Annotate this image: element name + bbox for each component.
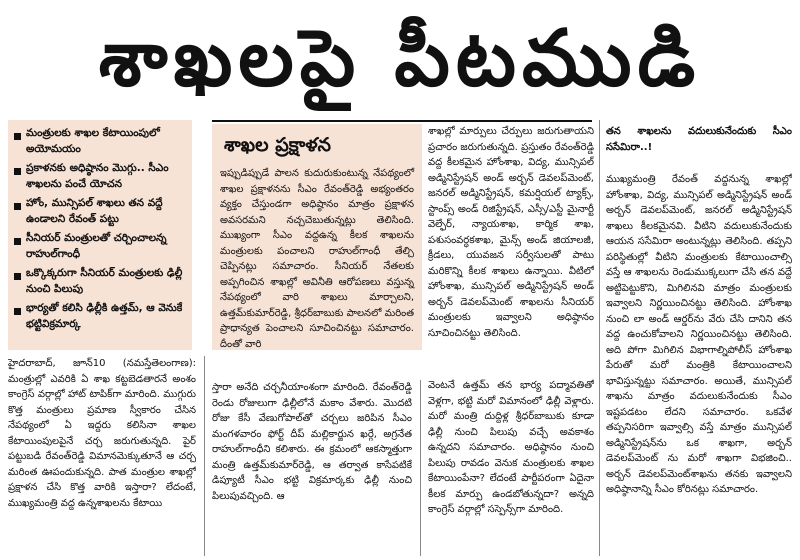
column-divider <box>599 120 600 556</box>
highlight-item: మంత్రులకు శాఖల కేటాయింపులో అయోమయం <box>14 126 186 157</box>
bullet-icon <box>14 133 21 140</box>
sub-article-body: ఇప్పుడిప్పుడే పాలన కుదురుకుంటున్న నేపథ్యంలో శాఖల ప్రక్షాళనను సీఎం రేవంత్‌రెడ్డి అభ్యంతరం వ్యక్తం చేస్తుండగా అధిష్ఠానం మాత్రం ప్రక్షాళన అవసరమని నచ్చచెబుతున్నట్లు తెలిసింది. ముఖ్యంగా సీఎం వద్దఉన్న కీలక శాఖలను మంత్రులకు పంచాలని రాహుల్‌గాంధీ తేల్చి చెప్పినట్లు సమాచారం. సీనియర్ నేతలకు అప్పగించిన శాఖల్లో అవినీతి ఆరోపణలు వస్తున్న నేపథ్యంలో వారి శాఖలు మార్చాలని, ఉత్తమ్‌కుమార్‌రెడ్డి, శ్రీధర్‌బాబుకు పాలనలో మరింత ప్రాధాన్యత పెంచాలని సూచించినట్టు సమాచారం. దీంతో వారి <box>220 168 414 350</box>
headline: శాఖలపై పీటముడి <box>98 14 702 104</box>
bullet-icon <box>14 203 21 210</box>
bullet-icon <box>14 168 21 175</box>
article-column-1: హైదరాబాద్, జూన్10 (నమస్తేతెలంగాణ): మంత్రుల్లో ఎవరికి ఏ శాఖ కట్టబెడతారనే అంశం కాంగ్రెస్ వర్గాల్లో హాట్ టాపిక్‌గా మారింది. ముగ్గురు కొత్త మంత్రులు ప్రమాణ స్వీకారం చేసిన నేపథ్యంలో ఏ ఇద్దరు కలిసినా శాఖల కేటాయింపులపైనే చర్చ జరుగుతున్నది. పైర్ పట్టుబడి రేవంత్‌రెడ్డి విమానమెక్కుతూనే ఆ చర్చ మరింత ఊపందుకున్నది. పాత మంత్రుల శాఖల్లో ప్రక్షాళన చేసి కొత్త వారికి ఇస్తారా? లేదంటే, ముఖ్యమంత్రి వద్ద ఉన్నశాఖలను కేటాయి <box>8 358 196 509</box>
highlight-item: హోం, మున్సిపల్ శాఖలు తన వద్దే ఉండాలని రేవంత్ పట్టు <box>14 196 186 227</box>
bullet-icon <box>14 238 21 245</box>
article-column-3-top: శాఖల్లో మార్పులు చేర్పులు జరుగుతాయని ప్రచారం జరుగుతున్నది. ప్రస్తుతం రేవంత్‌రెడ్డి వద్ద కీలకమైన హోంశాఖ, విద్య, మున్సిపల్ అడ్మినిస్ట్రేషన్ అండ్ అర్బన్ డెవలప్‌మెంట్, జనరల్ అడ్మినిస్ట్రేషన్, కమర్షియల్ ట్యాక్స్, స్టాంప్స్ అండ్ రిజిస్ట్రేషన్, ఎస్సీ/ఎస్టీ మైనార్టీ వెల్ఫేర్, న్యాయశాఖ, కార్మిక శాఖ, పశుసంవర్ధకశాఖ, మైన్స్ అండ్ జియాలజీ, క్రీడలు, యువజన సర్వీసులతో పాటు మరికొన్ని కీలక శాఖలు ఉన్నాయి. వీటిలో హోంశాఖ, మున్సిపల్ అడ్మినిస్ట్రేషన్ అండ్ అర్బన్ డెవలప్‌మెంట్ శాఖలను సీనియర్ మంత్రులకు ఇవ్వాలని అధిష్ఠానం సూచించినట్టు తెలిసింది. <box>428 126 594 339</box>
sub-article-title: శాఖల ప్రక్షాళన <box>224 134 331 156</box>
sub-article-box <box>212 124 422 350</box>
column-divider <box>420 380 421 556</box>
highlight-item: ప్రకాళనకు అధిష్ఠానం మొగ్గు.. సీఎం శాఖలను పంచే యోచన <box>14 161 186 192</box>
highlight-item: భార్యతో కలిసి ఢిల్లీకి ఉత్తమ్, ఆ వెనుకే భట్టివిక్రమార్క <box>14 301 186 332</box>
bullet-icon <box>14 273 21 280</box>
highlights-box <box>8 120 192 350</box>
article-column-3-bottom: వెంటనే ఉత్తమ్ తన భార్య పద్మావతితో వెళ్లగా, భట్టి మరో విమానంలో ఢిల్లీ వెళ్లారు. మరో మంత్రి దుద్దిళ్ల శ్రీధర్‌బాబుకు కూడా ఢిల్లీ నుంచి పిలుపు వచ్చే అవకాశం ఉన్నదని సమాచారం. అధిష్ఠానం నుంచి పిలుపు రావడం వెనుక మంత్రులకు శాఖల కేటాయింపేనా? లేదంటే పార్టీపరంగా ఏదైనా కీలక మార్పు ఉండబోతున్నదా? అన్నది కాంగ్రెస్ వర్గాల్లో సస్పెన్స్‌గా మారింది. <box>428 380 594 515</box>
article-column-2: స్తారా అనేది చర్చనీయాంశంగా మారింది. రేవంత్‌రెడ్డి రెండు రోజులుగా ఢిల్లీలోనే మకాం వేశారు. మొదటి రోజు కేసీ వేణుగోపాల్‌తో చర్చలు జరిపిన సీఎం మంగళవారం ఫోర్ట్ దీప్ మల్లికార్జున ఖర్గే, అగ్రనేత రాహుల్‌గాంధీని కలిశారు. ఈ క్రమంలో ఆకస్మాత్తుగా మంత్రి ఉత్తమ్‌కుమార్‌రెడ్డి, ఆ తర్వాత కాసేపటికే డిప్యూటీ సీఎం భట్టి విక్రమార్కకు ఢిల్లీ నుంచి పిలుపువచ్చింది. ఆ <box>212 382 412 502</box>
bullet-icon <box>14 308 21 315</box>
highlight-item: సీనియర్ మంత్రులతో చర్చించాలన్న రాహుల్‌గాంధీ <box>14 231 186 262</box>
article-column-4: ముఖ్యమంత్రి రేవంత్ వద్దనున్న శాఖల్లో హోంశాఖ, విద్య, మున్సిపల్ అడ్మినిస్ట్రేషన్ అండ్ అర్బన్ డెవలప్‌మెంట్, జనరల్ అడ్మినిస్ట్రేషన్ శాఖలు కీలకమైనవి. వీటిని వదులుకునేందుకు ఆయన ససేమిరా అంటున్నట్లు తెలిసింది. తప్పని పరిస్థితుల్లో వీటిని మంత్రులకు కేటాయించాల్సి వస్తే ఆ శాఖలను రెండుముక్కలుగా చేసి తన వద్దే అట్టిపెట్టుకొని, మిగిలినవి మాత్రం మంత్రులకు ఇవ్వాలని నిర్ణయించినట్టు తెలిసింది. హోంశాఖ నుంచి లా అండ్ ఆర్డర్‌ను వేరు చేసి దానిని తన వద్ద ఉంచుకోవాలని నిర్ణయించినట్టు తెలిసింది. అది పోగా మిగిలిన విభాగాల్నిపోలీస్ హోంశాఖ పేరుతో మరో మంత్రికి కేటాయించాలని భావిస్తున్నట్టు సమాచారం. అయితే, మున్సిపల్ శాఖను మాత్రం వదులుకునేందుకు సీఎం ఇష్టపడటం లేదని సమాచారం. ఒకవేళ తప్పనిసరిగా ఇవ్వాల్సి వస్తే మాత్రం మున్సిపల్ అడ్మినిస్ట్రేషన్‌ను ఒక శాఖగా, అర్బన్ డెవలప్‌మెంట్ ను మరో శాఖగా విభజించి.. అర్బన్ డెవలప్‌మెంట్‌శాఖను తనకు ఇవ్వాలని అధిష్ఠానాన్ని సీఎం కోరినట్లు సమాచారం. <box>606 174 792 495</box>
column-divider <box>204 356 205 556</box>
section-rule <box>212 120 592 122</box>
column-4-lead: తన శాఖలను వదులుకునేందుకు సీఎం ససేమిరా..! <box>606 126 792 153</box>
highlight-item: ఒక్కొక్కరుగా సీనియర్ మంత్రులకు ఢిల్లీ నుంచి పిలుపు <box>14 266 186 297</box>
